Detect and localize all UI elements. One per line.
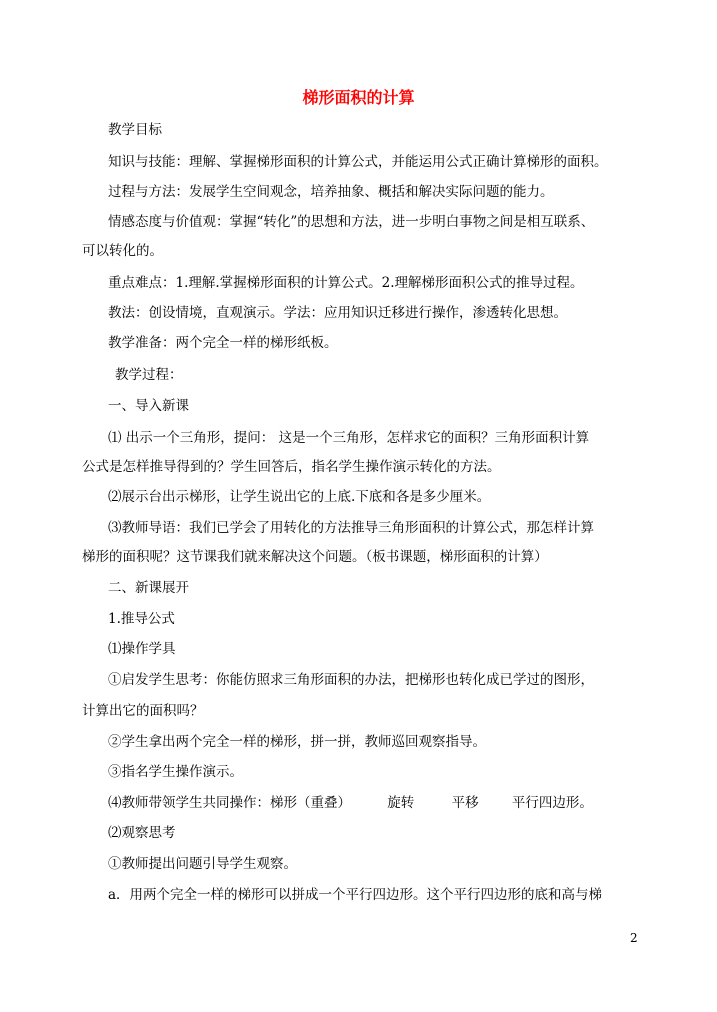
paragraph-line: ①教师提出问题引导学生观察。 xyxy=(108,856,297,872)
paragraph-line: 公式是怎样推导得到的？学生回答后，指名学生操作演示转化的方法。 xyxy=(82,459,501,475)
paragraph-line: a．用两个完全一样的梯形可以拼成一个平行四边形。这个平行四边形的底和高与梯 xyxy=(108,887,603,903)
page-number: 2 xyxy=(630,931,638,945)
operation-step: 平移 xyxy=(451,795,479,811)
paragraph-line: ①启发学生思考：你能仿照求三角形面积的办法，把梯形也转化成已学过的图形， xyxy=(108,672,594,688)
paragraph-line: 教学准备：两个完全一样的梯形纸板。 xyxy=(108,335,338,351)
paragraph-line: ⑶教师导语：我们已学会了用转化的方法推导三角形面积的计算公式，那怎样计算 xyxy=(108,520,594,536)
document-title: 梯形面积的计算 xyxy=(302,88,415,107)
paragraph-line: 过程与方法：发展学生空间观念，培养抽象、概括和解决实际问题的能力。 xyxy=(108,184,554,200)
paragraph-line: ②学生拿出两个完全一样的梯形，拼一拼，教师巡回观察指导。 xyxy=(108,734,486,750)
paragraph-line: ⑴操作学具 xyxy=(108,641,176,657)
paragraph-line: ③指名学生操作演示。 xyxy=(108,764,243,780)
paragraph-line: 教法：创设情境，直观演示。学法：应用知识迁移进行操作，渗透转化思想。 xyxy=(108,305,567,321)
operation-step: 旋转 xyxy=(387,795,415,811)
operation-step: 平行四边形。 xyxy=(511,795,593,811)
paragraph-line: 教学目标 xyxy=(108,122,162,138)
paragraph-line xyxy=(108,794,593,812)
paragraph-line: 知识与技能：理解、掌握梯形面积的计算公式，并能运用公式正确计算梯形的面积。 xyxy=(108,154,608,170)
operation-text: ⑷教师带领学生共同操作：梯形（重叠） xyxy=(108,795,351,811)
paragraph-line: 情感态度与价值观：掌握“转化”的思想和方法，进一步明白事物之间是相互联系、 xyxy=(108,214,595,230)
paragraph-line: ⑵展示台出示梯形，让学生说出它的上底.下底和各是多少厘米。 xyxy=(108,489,491,505)
paragraph-line: 教学过程： xyxy=(115,367,183,383)
paragraph-line: ⑵观察思考 xyxy=(108,825,176,841)
paragraph-line: 二、新课展开 xyxy=(108,580,189,596)
paragraph-line: 可以转化的。 xyxy=(82,243,163,259)
paragraph-line: 计算出它的面积吗？ xyxy=(82,703,204,719)
paragraph-line: ⑴ 出示一个三角形，提问： 这是一个三角形，怎样求它的面积？三角形面积计算 xyxy=(108,430,590,446)
paragraph-line: 重点难点：1.理解.掌握梯形面积的计算公式。2.理解梯形面积公式的推导过程。 xyxy=(108,275,584,291)
paragraph-line: 一、导入新课 xyxy=(108,398,189,414)
paragraph-line: 1.推导公式 xyxy=(108,611,175,627)
paragraph-line: 梯形的面积呢？这节课我们就来解决这个问题。（板书课题，梯形面积的计算） xyxy=(82,549,548,565)
